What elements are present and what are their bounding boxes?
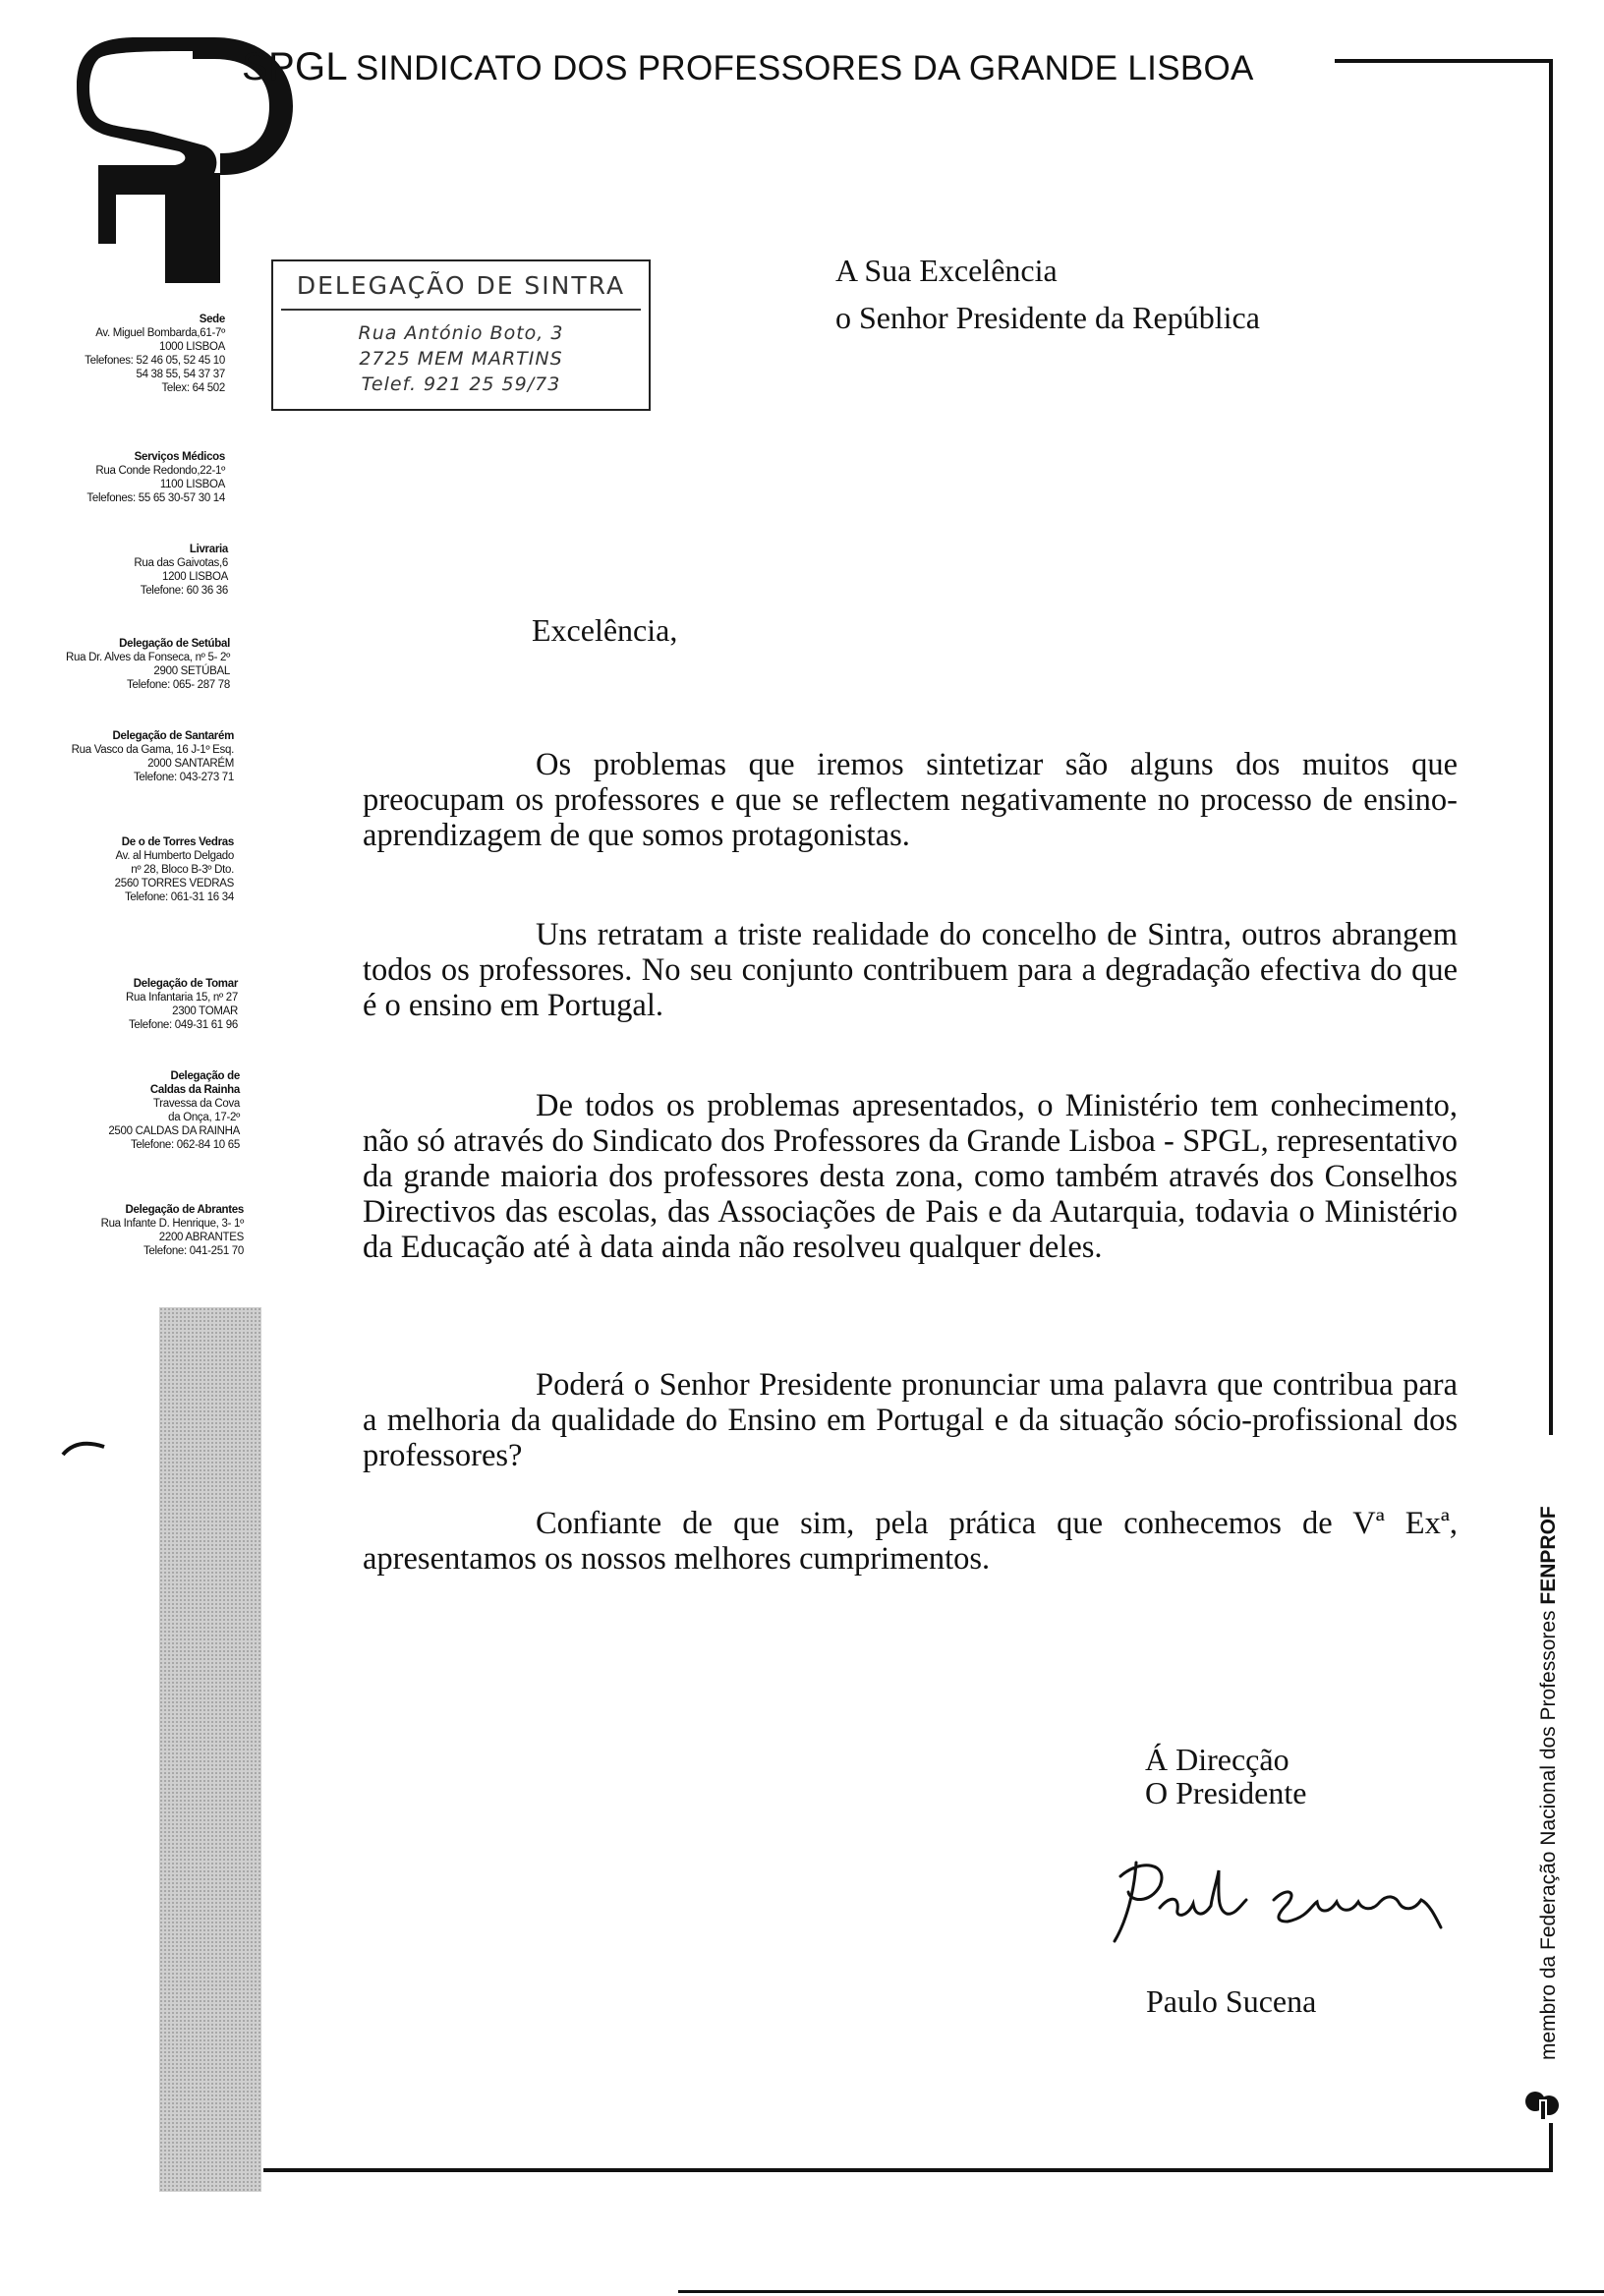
address-line: Rua Infante D. Henrique, 3- 1º bbox=[100, 1218, 244, 1230]
org-abbr: SPGL bbox=[242, 45, 348, 88]
page-bottom-line bbox=[678, 2290, 1604, 2293]
org-full-name: SINDICATO DOS PROFESSORES DA GRANDE LISBOA bbox=[355, 49, 1254, 87]
address-servicos-medicos bbox=[86, 450, 225, 505]
address-title: Sede bbox=[199, 314, 225, 325]
frame-right-line bbox=[1549, 59, 1553, 1435]
address-line: Telefones: 55 65 30-57 30 14 bbox=[86, 492, 225, 504]
address-line: 2000 SANTARÉM bbox=[147, 758, 234, 770]
address-line: Rua Infantaria 15, nº 27 bbox=[126, 992, 238, 1004]
address-title: Livraria bbox=[189, 544, 228, 555]
address-line: Rua Vasco da Gama, 16 J-1º Esq. bbox=[71, 744, 234, 756]
address-line: 2500 CALDAS DA RAINHA bbox=[108, 1125, 240, 1137]
address-line: Rua das Gaivotas,6 bbox=[134, 557, 228, 569]
frame-right-line-lower bbox=[1549, 2123, 1553, 2172]
address-setubal bbox=[66, 637, 230, 692]
address-santarem bbox=[72, 729, 234, 784]
stamp-address-line: Rua António Boto, 3 bbox=[358, 322, 564, 344]
stamp-postal-line: 2725 MEM MARTINS bbox=[359, 348, 563, 370]
stamp-title: DELEGAÇÃO DE SINTRA bbox=[296, 271, 626, 300]
address-line: 1100 LISBOA bbox=[159, 479, 225, 490]
address-title: Delegação de Santarém bbox=[112, 730, 234, 742]
paragraph-1: Os problemas que iremos sintetizar são alguns dos muitos que preocupam os professores e que se reflectem negativamente no processo de ensino-aprendizagem de que somos protagonistas. bbox=[363, 747, 1458, 853]
address-sede bbox=[85, 313, 225, 395]
sign-off-line: O Presidente bbox=[1145, 1775, 1307, 1810]
address-tomar bbox=[126, 977, 238, 1032]
recipient-line: o Senhor Presidente da República bbox=[835, 300, 1260, 335]
recipient-line: A Sua Excelência bbox=[835, 253, 1058, 288]
address-line: Telefones: 52 46 05, 52 45 10 bbox=[85, 355, 225, 367]
org-name-header bbox=[242, 45, 1254, 89]
address-line: Av. al Humberto Delgado bbox=[115, 850, 234, 862]
signatory-name: Paulo Sucena bbox=[1146, 1983, 1317, 2019]
address-line: Telefone: 60 36 36 bbox=[140, 585, 228, 597]
address-title: Delegação de Setúbal bbox=[119, 638, 230, 650]
address-line: da Onça, 17-2º bbox=[168, 1112, 240, 1123]
address-livraria bbox=[134, 543, 228, 598]
address-abrantes bbox=[101, 1203, 244, 1258]
fenprof-membership-text bbox=[1537, 1506, 1561, 2060]
sign-off bbox=[1145, 1743, 1306, 1809]
address-line: Travessa da Cova bbox=[152, 1098, 240, 1110]
address-title: Delegação de bbox=[170, 1070, 240, 1082]
address-line: Telefone: 041-251 70 bbox=[143, 1245, 244, 1257]
address-line: 2200 ABRANTES bbox=[158, 1232, 244, 1243]
address-line: Telefone: 061-31 16 34 bbox=[124, 891, 234, 903]
paragraph-5: Confiante de que sim, pela prática que conhecemos de Vª Exª, apresentamos os nossos melhores cumprimentos. bbox=[363, 1506, 1458, 1577]
address-line: Rua Conde Redondo,22-1º bbox=[95, 465, 225, 477]
address-title: Serviços Médicos bbox=[134, 451, 225, 463]
address-line: Rua Dr. Alves da Fonseca, nº 5- 2º bbox=[66, 652, 230, 663]
address-title: Caldas da Rainha bbox=[149, 1084, 240, 1096]
address-line: Telefone: 065- 287 78 bbox=[127, 679, 230, 691]
address-title: De o de Torres Vedras bbox=[121, 836, 234, 848]
address-line: Telefone: 062-84 10 65 bbox=[130, 1139, 240, 1151]
address-line: 2300 TOMAR bbox=[172, 1005, 238, 1017]
address-line: 54 38 55, 54 37 37 bbox=[136, 369, 225, 380]
recipient-block bbox=[835, 247, 1260, 341]
handwritten-signature bbox=[1101, 1853, 1474, 1951]
paragraph-3: De todos os problemas apresentados, o Ministério tem conhecimento, não só através do Sindicato dos Professores da Grande Lisboa - SPGL, representativo da grande maioria dos professores desta zona, como também através dos Conselhos Directivos das escolas, das Associações de Pais e da Autarquia, todavia o Ministério da Educação até à data ainda não resolveu qualquer deles. bbox=[363, 1088, 1458, 1265]
address-title: Delegação de Tomar bbox=[133, 978, 238, 990]
address-title: Delegação de Abrantes bbox=[125, 1204, 244, 1216]
fenprof-abbr: FENPROF bbox=[1537, 1506, 1560, 1605]
margin-mark bbox=[61, 1437, 106, 1459]
address-line: Telefone: 049-31 61 96 bbox=[128, 1019, 238, 1031]
address-line: Telex: 64 502 bbox=[161, 382, 225, 394]
fenprof-logo bbox=[1521, 2084, 1565, 2123]
address-line: 1000 LISBOA bbox=[158, 341, 225, 353]
salutation: Excelência, bbox=[532, 612, 678, 648]
stamp-phone-line: Telef. 921 25 59/73 bbox=[361, 373, 561, 395]
sign-off-line: Á Direcção bbox=[1145, 1742, 1289, 1777]
frame-top-line bbox=[1335, 59, 1553, 63]
address-line: 2900 SETÚBAL bbox=[153, 665, 230, 677]
paragraph-4: Poderá o Senhor Presidente pronunciar uma palavra que contribua para a melhoria da qualidade do Ensino em Portugal e da situação sócio-profissional dos professores? bbox=[363, 1367, 1458, 1473]
stamp-divider bbox=[281, 309, 641, 311]
delegation-stamp bbox=[271, 259, 651, 411]
address-line: Telefone: 043-273 71 bbox=[133, 772, 234, 783]
paragraph-2: Uns retratam a triste realidade do concelho de Sintra, outros abrangem todos os professores. No seu conjunto contribuem para a degradação efectiva do que é o ensino em Portugal. bbox=[363, 917, 1458, 1023]
address-torres-vedras bbox=[115, 835, 234, 904]
address-line: Av. Miguel Bombarda,61-7º bbox=[95, 327, 225, 339]
address-caldas-da-rainha bbox=[108, 1069, 240, 1152]
fenprof-text: membro da Federação Nacional dos Professores bbox=[1537, 1610, 1560, 2060]
sidebar-halftone-strip bbox=[159, 1307, 261, 2192]
address-line: nº 28, Bloco B-3º Dto. bbox=[131, 864, 234, 876]
frame-bottom-line bbox=[263, 2168, 1553, 2172]
address-line: 2560 TORRES VEDRAS bbox=[114, 878, 234, 890]
address-line: 1200 LISBOA bbox=[161, 571, 228, 583]
